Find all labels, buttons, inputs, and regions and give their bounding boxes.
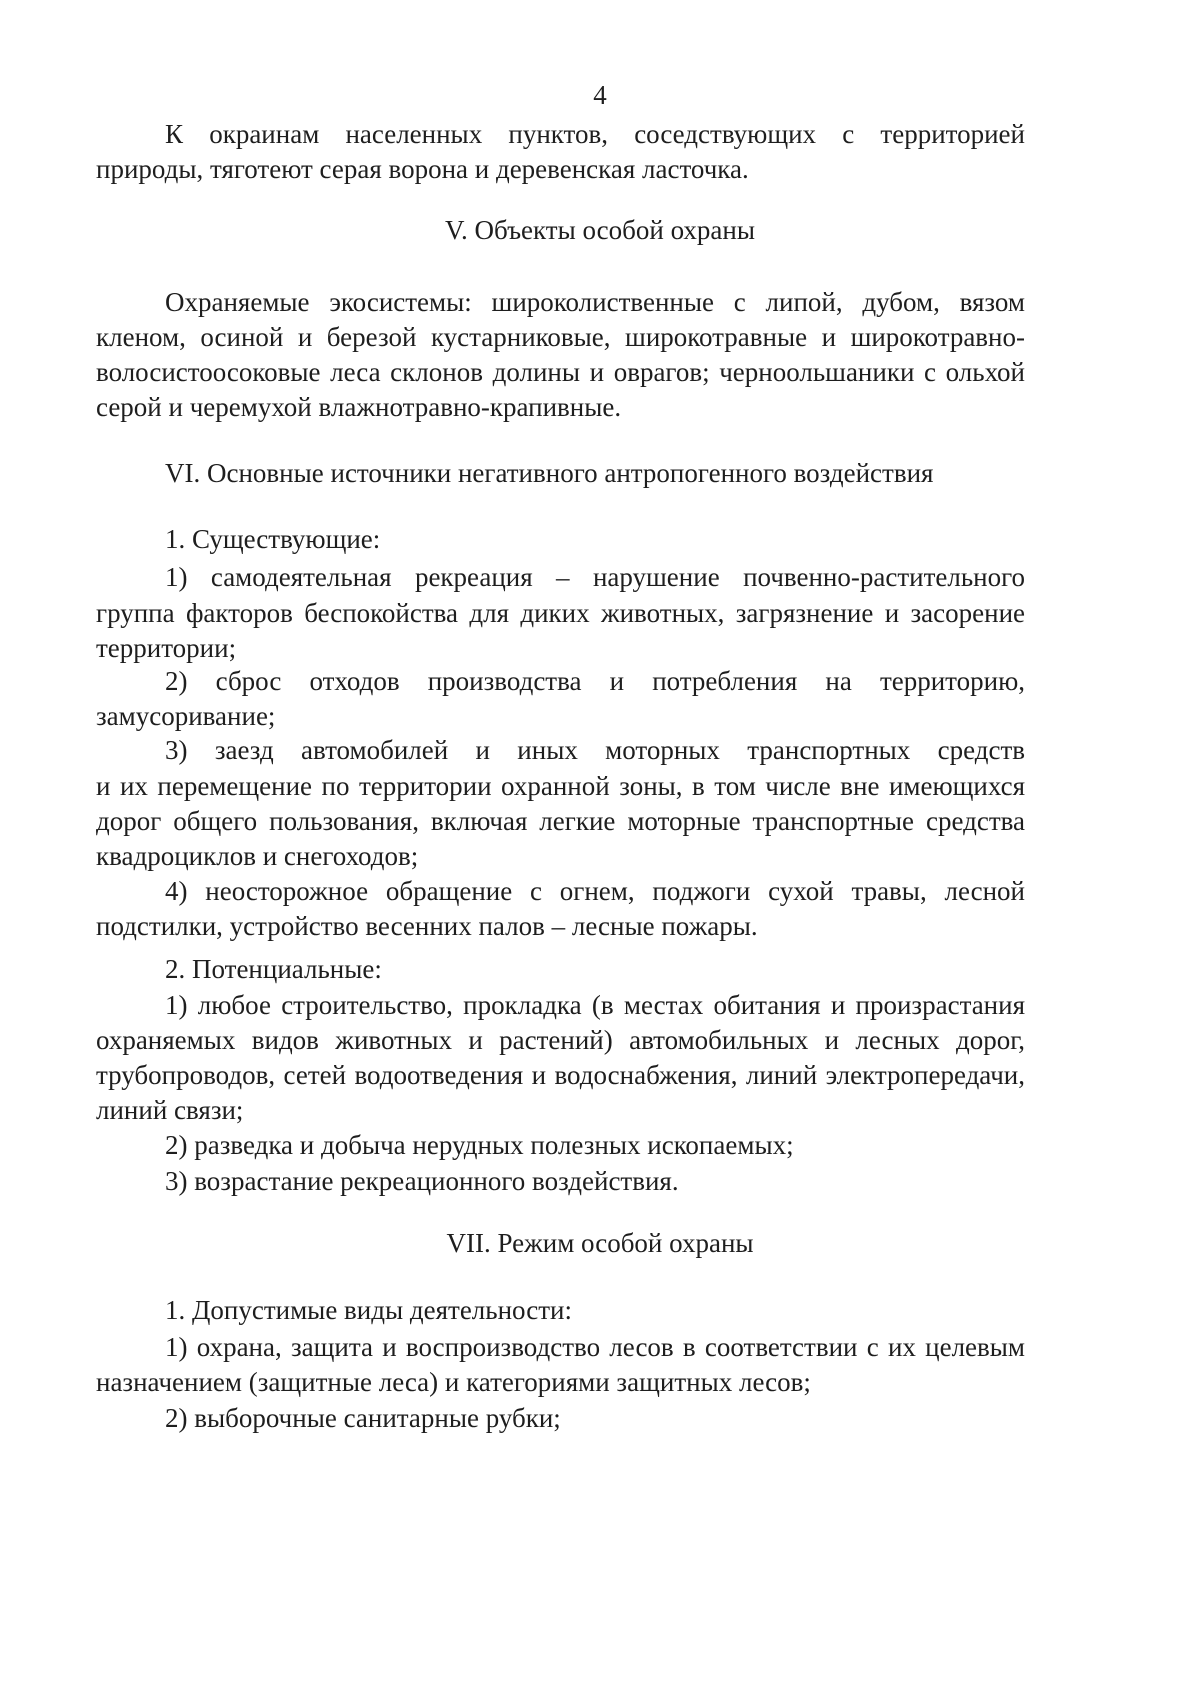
list-item-line: подстилки, устройство весенних палов – лесные пожары.	[96, 911, 758, 941]
paragraph-line: серой и черемухой влажнотравно-крапивные.	[96, 392, 622, 422]
list-item-line: территории;	[96, 633, 237, 663]
section-heading-v: V. Объекты особой охраны	[445, 215, 755, 245]
list-item-line: назначением (защитные леса) и категориями защитных лесов;	[96, 1367, 811, 1397]
list-item-line: 1) охрана, защита и воспроизводство лесов в соответствии с их целевым	[165, 1332, 1025, 1362]
list-item-line: 4) неосторожное обращение с огнем, поджоги сухой травы, лесной	[165, 876, 1025, 906]
paragraph-line: природы, тяготеют серая ворона и деревенская ласточка.	[96, 154, 749, 184]
paragraph-line: кленом, осиной и березой кустарниковые, широкотравные и широкотравно-	[96, 322, 1025, 352]
list-item-line: охраняемых видов животных и растений) автомобильных и лесных дорог,	[96, 1025, 1025, 1055]
paragraph-line: Охраняемые экосистемы: широколиственные с липой, дубом, вязом	[165, 287, 1025, 317]
subsection-title-allowed: 1. Допустимые виды деятельности:	[165, 1295, 572, 1325]
section-heading-vi: VI. Основные источники негативного антропогенного воздействия	[165, 458, 934, 488]
list-item-line: 2) сброс отходов производства и потребления на территорию,	[165, 666, 1025, 696]
list-item-line: квадроциклов и снегоходов;	[96, 841, 419, 871]
paragraph-line: К окраинам населенных пунктов, соседствующих с территорией	[165, 119, 1025, 149]
section-heading-vii: VII. Режим особой охраны	[446, 1228, 754, 1258]
list-item-line: 2) выборочные санитарные рубки;	[165, 1403, 561, 1433]
list-item-line: 3) заезд автомобилей и иных моторных транспортных средств	[165, 735, 1025, 765]
list-item-line: трубопроводов, сетей водоотведения и водоснабжения, линий электропередачи,	[96, 1060, 1025, 1090]
list-item-line: линий связи;	[96, 1095, 244, 1125]
page-number: 4	[593, 80, 607, 110]
list-item-line: 2) разведка и добыча нерудных полезных ископаемых;	[165, 1130, 794, 1160]
list-item-line: 3) возрастание рекреационного воздействия.	[165, 1166, 679, 1196]
list-item-line: дорог общего пользования, включая легкие моторные транспортные средства	[96, 806, 1025, 836]
list-item-line: 1) самодеятельная рекреация – нарушение почвенно-растительного	[165, 562, 1025, 592]
list-item-line: 1) любое строительство, прокладка (в местах обитания и произрастания	[165, 990, 1025, 1020]
subsection-title-existing: 1. Существующие:	[165, 524, 381, 554]
list-item-line: и их перемещение по территории охранной зоны, в том числе вне имеющихся	[96, 771, 1025, 801]
subsection-title-potential: 2. Потенциальные:	[165, 954, 382, 984]
paragraph-line: волосистоосоковые леса склонов долины и оврагов; черноольшаники с ольхой	[96, 357, 1025, 387]
list-item-line: замусоривание;	[96, 701, 276, 731]
list-item-line: группа факторов беспокойства для диких животных, загрязнение и засорение	[96, 598, 1025, 628]
